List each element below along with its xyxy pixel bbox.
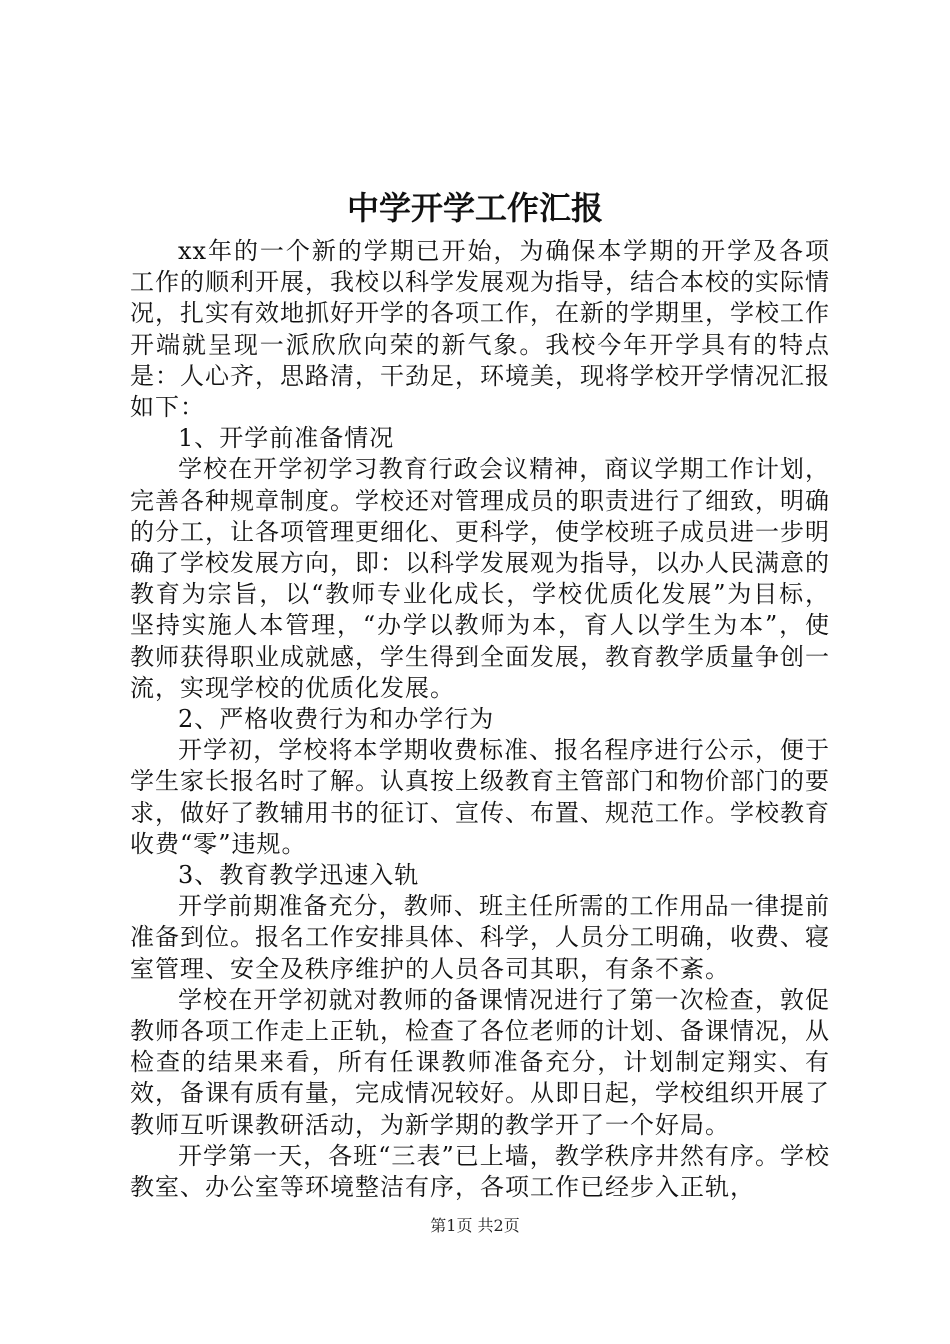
section-3-paragraph-2: 学校在开学初就对教师的备课情况进行了第一次检查，敦促教师各项工作走上正轨，检查了各位老师的计划、备课情况，从检查的结果来看，所有任课教师准备充分，计划制定翔实、有效，备课有质有量，完成情况较好。从即日起，学校组织开展了教师互听课教研活动，为新学期的教学开了一个好局。 <box>130 985 830 1139</box>
page-footer: 第1页 共2页 <box>430 1216 520 1235</box>
section-1-paragraph: 学校在开学初学习教育行政会议精神，商议学期工作计划，完善各种规章制度。学校还对管理成员的职责进行了细致，明确的分工，让各项管理更细化、更科学，使学校班子成员进一步明确了学校发展方向，即：以科学发展观为指导，以办人民满意的教育为宗旨，以“教师专业化成长，学校优质化发展”为目标，坚持实施人本管理，“办学以教师为本，育人以学生为本”，使教师获得职业成就感，学生得到全面发展，教育教学质量争创一流，实现学校的优质化发展。 <box>130 455 830 702</box>
section-2-paragraph: 开学初，学校将本学期收费标准、报名程序进行公示，便于学生家长报名时了解。认真按上级教育主管部门和物价部门的要求，做好了教辅用书的征订、宣传、布置、规范工作。学校教育收费“零”违规。 <box>130 736 830 858</box>
section-3-paragraph-3: 开学第一天，各班“三表”已上墙，教学秩序井然有序。学校教室、办公室等环境整洁有序，各项工作已经步入正轨， <box>130 1141 830 1202</box>
section-heading-1: 1、开学前准备情况 <box>178 424 395 453</box>
intro-paragraph: xx年的一个新的学期已开始，为确保本学期的开学及各项工作的顺利开展，我校以科学发展观为指导，结合本校的实际情况，扎实有效地抓好开学的各项工作，在新的学期里，学校工作开端就呈现一派欣欣向荣的新气象。我校今年开学具有的特点是：人心齐，思路清，干劲足，环境美，现将学校开学情况汇报如下： <box>130 237 830 422</box>
section-heading-3: 3、教育教学迅速入轨 <box>178 861 420 890</box>
section-heading-2: 2、严格收费行为和办学行为 <box>178 705 495 734</box>
document-title: 中学开学工作汇报 <box>346 189 603 227</box>
document-body <box>130 236 830 1203</box>
section-3-paragraph-1: 开学前期准备充分，教师、班主任所需的工作用品一律提前准备到位。报名工作安排具体、科学，人员分工明确，收费、寝室管理、安全及秩序维护的人员各司其职，有条不紊。 <box>130 892 830 983</box>
